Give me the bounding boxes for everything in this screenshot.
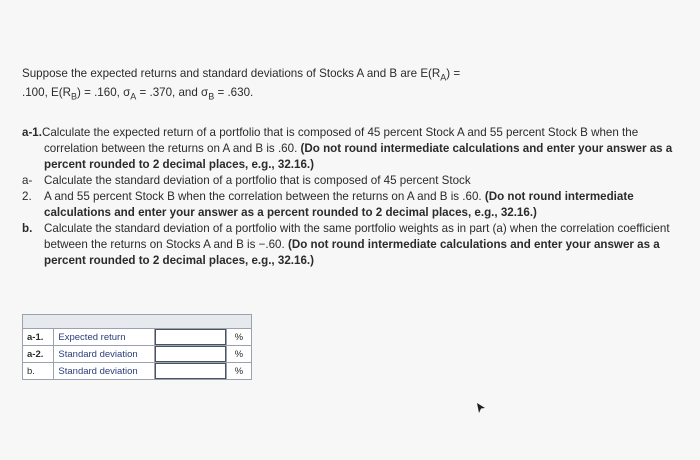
answer-table bbox=[22, 314, 252, 380]
row-description: Standard deviation bbox=[54, 346, 154, 363]
question-intro bbox=[22, 66, 682, 105]
subscript-sigma-b: B bbox=[208, 91, 215, 102]
question-item-a1 bbox=[22, 125, 682, 173]
row-description: Expected return bbox=[54, 329, 154, 346]
arrow-cursor-icon bbox=[476, 402, 486, 414]
item-label: a- bbox=[22, 173, 33, 187]
standard-deviation-a2-input[interactable] bbox=[155, 346, 226, 362]
row-value-cell bbox=[154, 346, 226, 363]
item-text: Calculate the standard deviation of a portfolio that is composed of 45 percent Stock bbox=[44, 173, 471, 187]
subscript-b: B bbox=[70, 91, 77, 102]
row-key: b. bbox=[23, 363, 54, 380]
item-note: (Do not round intermediate calculations and enter your answer as a percent rounded to 2 decimal places, e.g., 32.16.) bbox=[44, 189, 634, 219]
item-label: 2. bbox=[22, 189, 32, 203]
answer-row-a2 bbox=[23, 346, 252, 363]
question-item-b bbox=[22, 221, 682, 269]
row-description: Standard deviation bbox=[54, 363, 154, 380]
row-unit: % bbox=[226, 363, 251, 380]
intro-text: = .370, and σ bbox=[136, 86, 209, 100]
standard-deviation-b-input[interactable] bbox=[155, 363, 226, 379]
item-text: Calculate the expected return of a portfolio that is composed of 45 percent Stock A and 55 percent Stock B when the correlation between the returns on A and B is .60. bbox=[41, 125, 639, 155]
question-item-a2-line1 bbox=[22, 173, 682, 189]
intro-text: Suppose the expected returns and standard deviations of Stocks A and B are E(R bbox=[22, 67, 441, 80]
item-note: (Do not round intermediate calculations and enter your answer as a percent rounded to 2 decimal places, e.g., 32.16.) bbox=[44, 237, 660, 267]
item-label: a-1. bbox=[22, 125, 42, 139]
intro-text: .100, E(R bbox=[22, 86, 71, 100]
question-text bbox=[22, 66, 682, 269]
item-text: A and 55 percent Stock B when the correlation between the returns on A and B is .60. bbox=[44, 189, 482, 203]
row-key: a-2. bbox=[23, 346, 54, 363]
row-value-cell bbox=[154, 329, 226, 346]
row-unit: % bbox=[226, 346, 251, 363]
intro-text: = .630. bbox=[214, 86, 254, 100]
intro-text: ) = bbox=[446, 67, 461, 80]
subscript-sigma-a: A bbox=[130, 91, 137, 102]
row-value-cell bbox=[154, 363, 226, 380]
intro-text: ) = .160, σ bbox=[77, 86, 131, 100]
question-item-a2 bbox=[22, 189, 682, 221]
subscript-a: A bbox=[440, 72, 447, 83]
item-note: (Do not round intermediate calculations and enter your answer as a percent rounded to 2 decimal places, e.g., 32.16.) bbox=[44, 141, 673, 171]
answer-row-a1 bbox=[23, 329, 252, 346]
answer-table-header bbox=[23, 315, 252, 329]
row-unit: % bbox=[226, 329, 251, 346]
item-text: Calculate the standard deviation of a portfolio with the same portfolio weights as in part (a) when the correlation coefficient between the returns on Stocks A and B is −.60. bbox=[44, 221, 670, 251]
answer-table-header-cell bbox=[23, 315, 252, 329]
expected-return-input[interactable] bbox=[155, 329, 226, 345]
answer-row-b bbox=[23, 363, 252, 380]
row-key: a-1. bbox=[23, 329, 54, 346]
item-label: b. bbox=[22, 221, 33, 235]
